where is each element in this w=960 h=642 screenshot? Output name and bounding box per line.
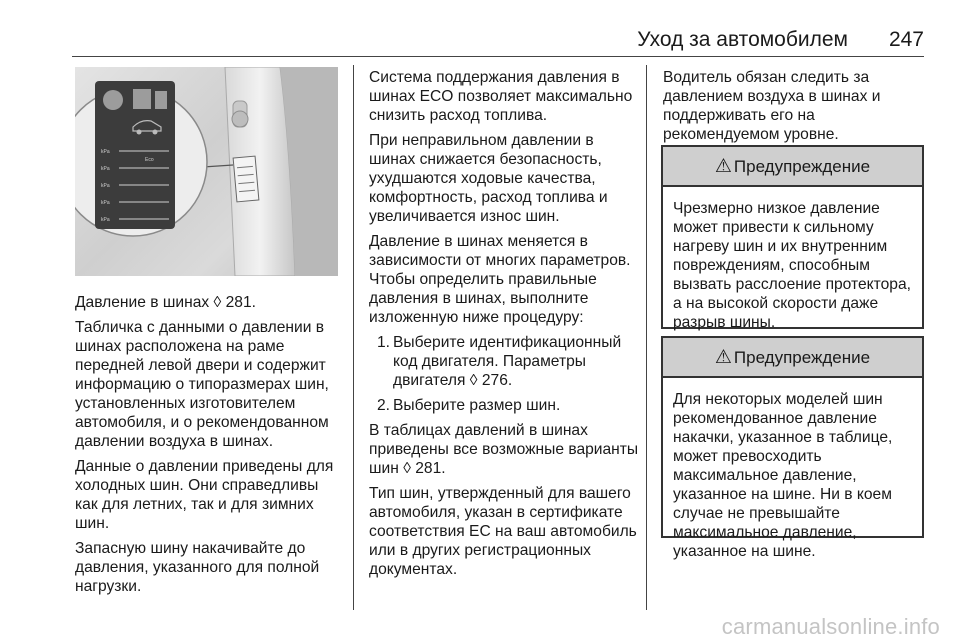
- page-ref-link[interactable]: 281.: [225, 294, 256, 311]
- watermark: carmanualsonline.info: [721, 614, 940, 639]
- warning-triangle-icon: ⚠: [714, 155, 732, 177]
- warning-title: Предупреждение: [733, 156, 871, 176]
- chapter-title: Уход за автомобилем: [637, 28, 848, 51]
- driver-duty-paragraph: Водитель обязан следить за давлением воздуха в шинах и поддерживать его на рекомендуемом уровне.: [663, 69, 881, 143]
- label-row-2: kPa: [101, 166, 110, 172]
- eco-label: Eco: [145, 157, 154, 163]
- label-location-paragraph: Табличка с данными о давлении в шинах расположена на раме передней левой двери и содержит информацию о типоразмерах шин, установленных изготовителем автомобиля, и о рекомендованном давлении воздуха в шинах.: [75, 319, 329, 450]
- left-column: [75, 293, 343, 602]
- column-divider-2: [646, 65, 647, 610]
- spare-tire-paragraph: Запасную шину накачивайте до давления, указанного для полной нагрузки.: [75, 540, 320, 595]
- warning-triangle-icon: ⚠: [714, 346, 732, 368]
- procedure-intro-paragraph: Давление в шинах меняется в зависимости от многих параметров. Чтобы определить правильные давления в шинах, выполните изложенную ниже процедуру:: [369, 233, 631, 326]
- middle-column: [369, 68, 639, 585]
- header-divider: [72, 56, 924, 57]
- step-item: 1. Выберите идентификационный код двигателя. Параметры двигателя ◊ 276.: [377, 334, 622, 389]
- pressure-tables-paragraph: В таблицах давлений в шинах приведены все возможные варианты шин ◊ 281.: [369, 422, 639, 477]
- warning-box-1: [661, 145, 924, 329]
- pressure-ref-paragraph: Давление в шинах ◊ 281.: [75, 294, 256, 311]
- cold-tires-paragraph: Данные о давлении приведены для холодных шин. Они справедливы как для летних, так и для зимних шин.: [75, 458, 334, 532]
- page-number: 247: [888, 28, 924, 51]
- column-divider-1: [353, 65, 354, 610]
- label-row-5: kPa: [101, 217, 110, 223]
- ref-icon: ◊: [469, 372, 478, 389]
- warning-header: [663, 147, 922, 187]
- warning-header: [663, 338, 922, 378]
- door-frame-drawing: [75, 67, 338, 276]
- procedure-steps: [369, 333, 639, 415]
- label-row-3: kPa: [101, 183, 110, 189]
- warning-text: Чрезмерно низкое давление может привести к сильному нагреву шин и их внутренним повреждениям, способным вызвать расслоение протектора, а на высокой скорости даже разрыв шины.: [673, 200, 911, 331]
- warning-box-2: [661, 336, 924, 560]
- label-row-4: kPa: [101, 200, 110, 206]
- tire-pressure-label-illustration: [75, 67, 338, 276]
- approved-tires-paragraph: Тип шин, утвержденный для вашего автомобиля, указан в сертификате соответствия ЕС на ваш автомобиль или в других регистрационных документах.: [369, 485, 637, 578]
- label-row-1: kPa: [101, 149, 110, 155]
- safety-paragraph: При неправильном давлении в шинах снижается безопасность, ухудшаются ходовые качества, комфортность, расход топлива и увеличивается износ шин.: [369, 132, 608, 225]
- page-ref-link[interactable]: 281.: [415, 460, 446, 477]
- page-ref-link[interactable]: 276.: [481, 372, 513, 389]
- warning-title: Предупреждение: [733, 347, 871, 367]
- warning-text: Для некоторых моделей шин рекомендованное давление накачки, указанное в таблице, может превосходить максимальное давление, указанное на шине. Ни в коем случае не превышайте максимальное давление, указанное на шине.: [673, 391, 893, 560]
- right-column: [663, 68, 927, 150]
- step-item: 2. Выберите размер шин.: [377, 397, 561, 414]
- ref-icon: ◊: [213, 294, 222, 311]
- eco-paragraph: Система поддержания давления в шинах ECO позволяет максимально снизить расход топлива.: [369, 69, 633, 124]
- ref-icon: ◊: [403, 460, 411, 477]
